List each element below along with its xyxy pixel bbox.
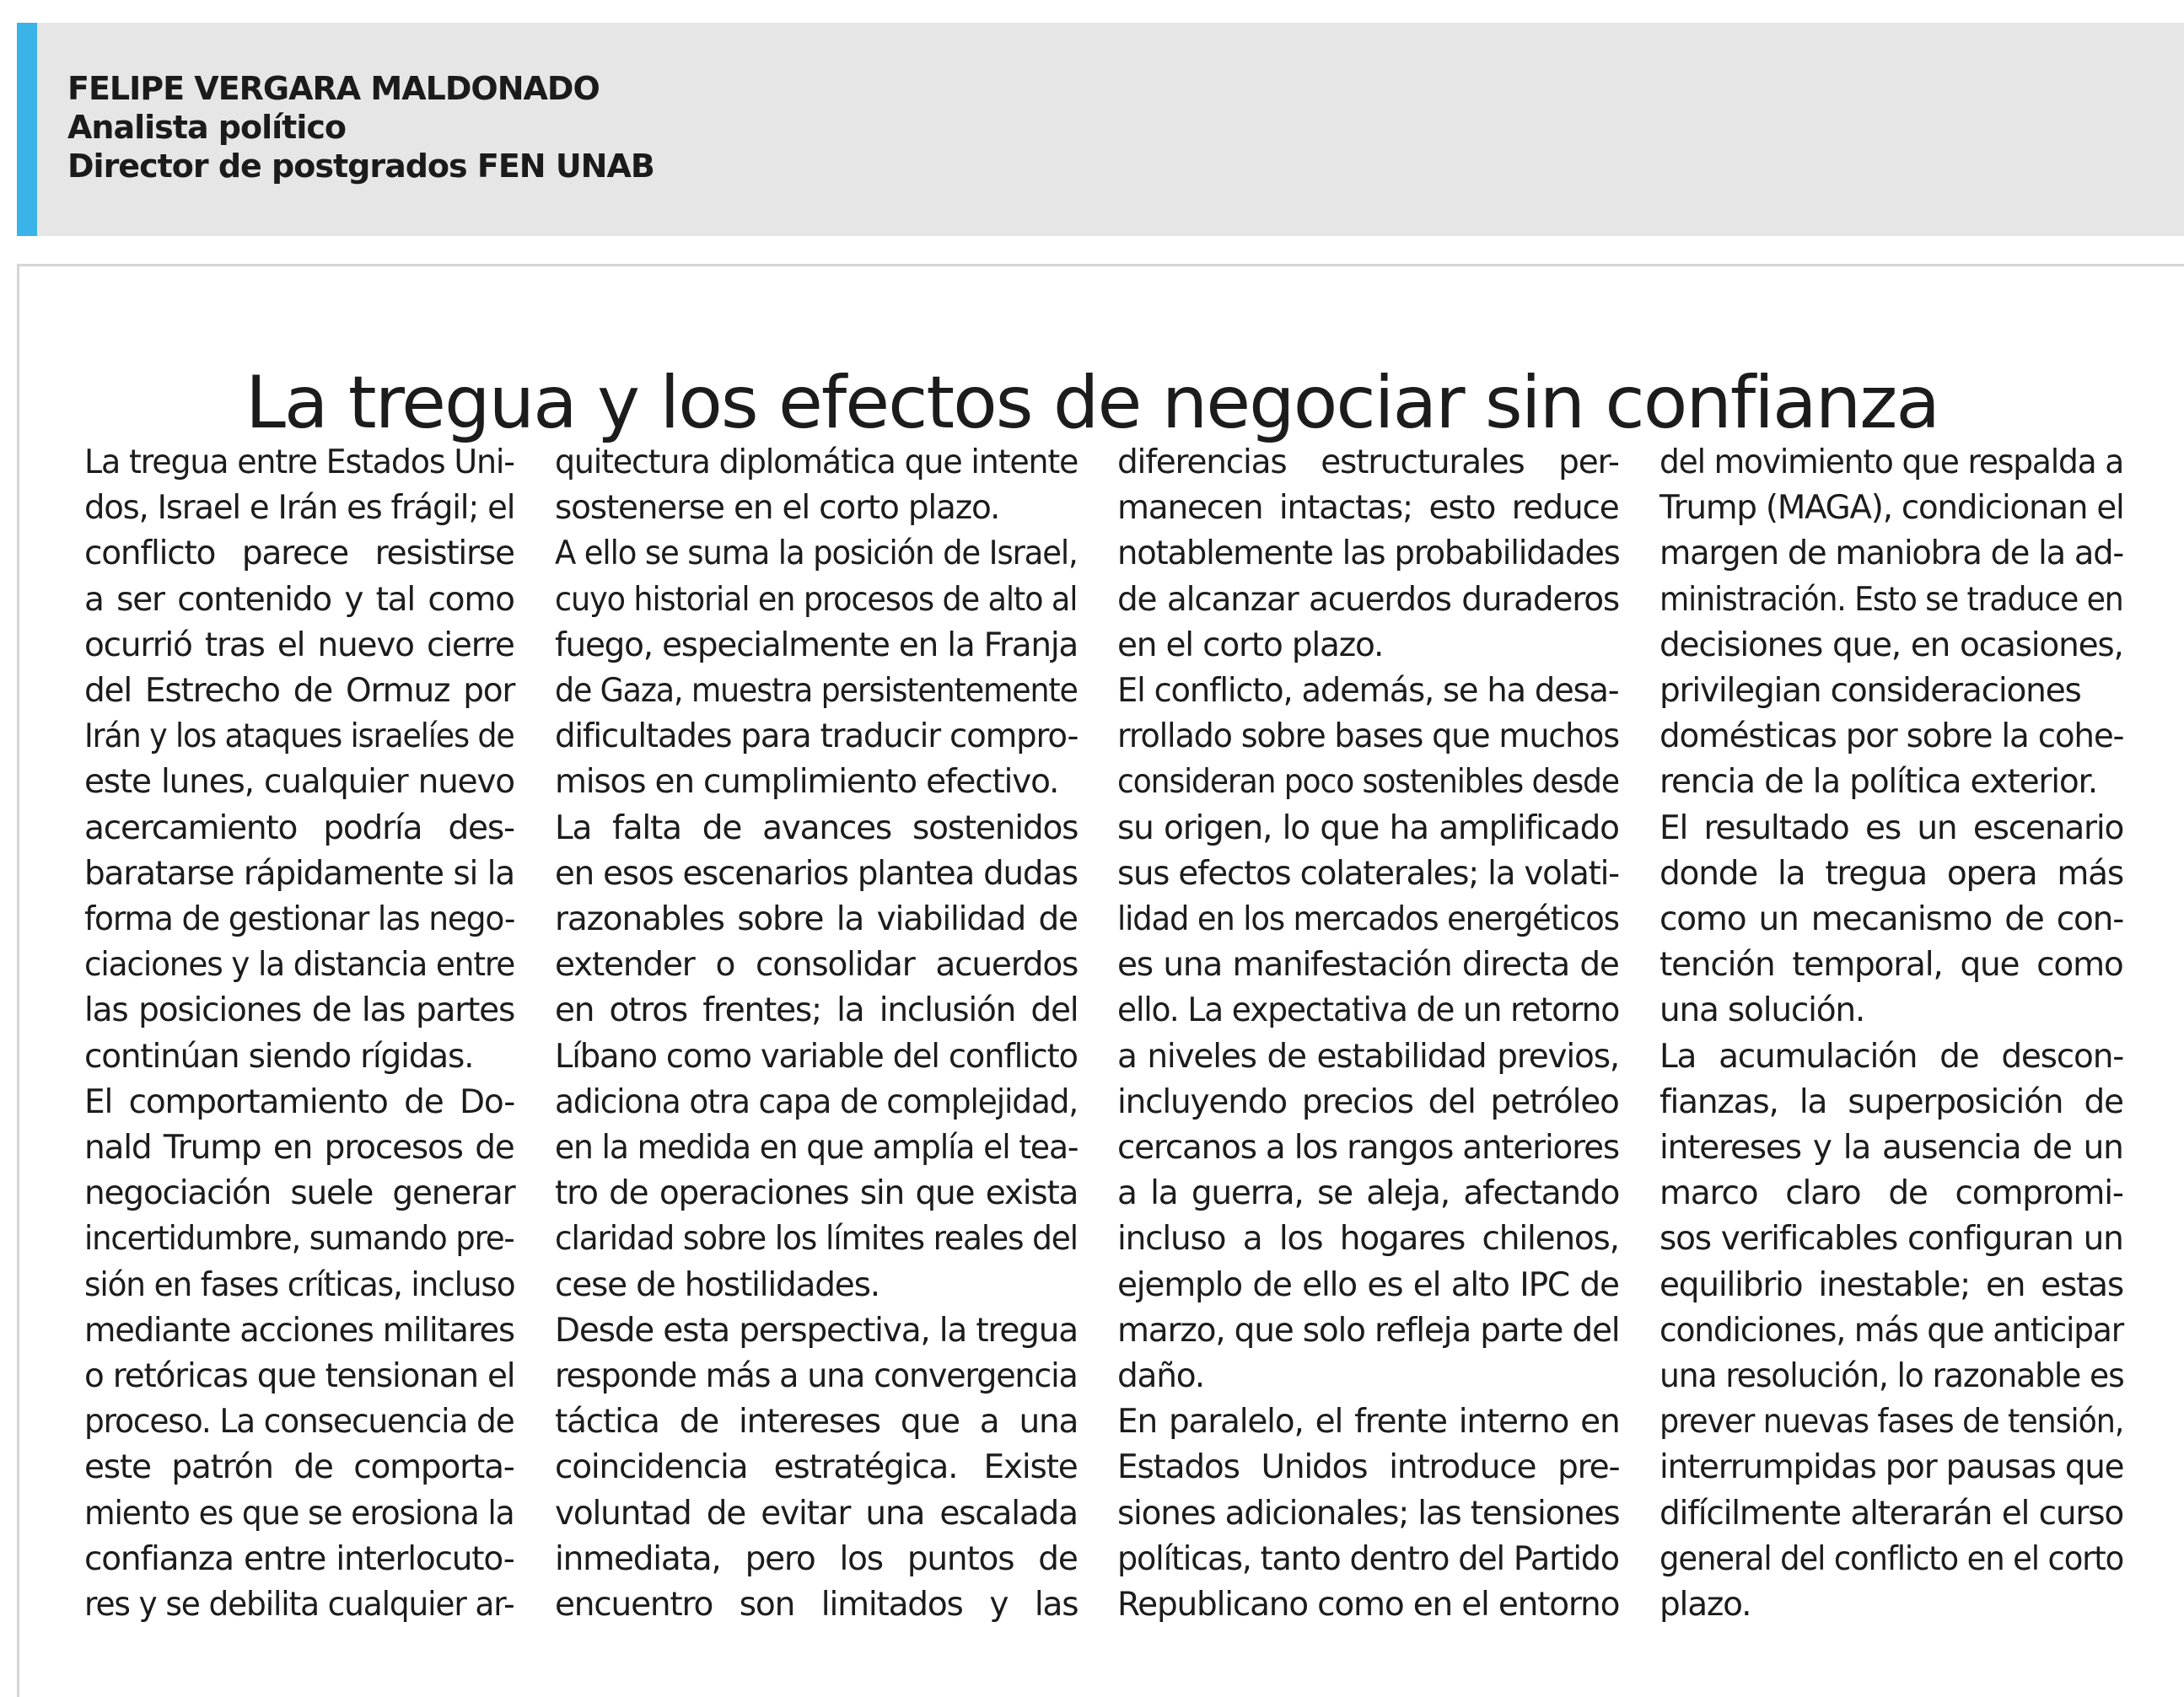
text-line: condiciones, más que anticipar [1660,1311,2124,1350]
text-line: Estados Unidos introduce pre- [1117,1448,1620,1487]
text-line: general del conflicto en el corto [1660,1539,2124,1578]
text-line: tención temporal, que como [1660,946,2123,985]
text-line: cercanos a los rangos anteriores [1117,1129,1619,1168]
text-line: forma de gestionar las nego- [84,900,515,939]
text-line: sión en fases críticas, incluso [84,1265,515,1304]
text-line: incluso a los hogares chilenos, [1117,1220,1619,1259]
article-column-4 [1660,440,2123,1628]
text-line: intereses y la ausencia de un [1660,1129,2123,1168]
text-line: en otros frentes; la inclusión del [555,991,1079,1030]
text-line: En paralelo, el frente interno en [1117,1403,1620,1442]
text-line: este patrón de comporta- [84,1448,514,1487]
text-line: rrollado sobre bases que muchos [1117,717,1619,756]
text-line: en el corto plazo. [1117,626,1384,664]
accent-bar [17,23,37,236]
text-line: tro de operaciones sin que exista [555,1174,1079,1213]
text-line: prever nuevas fases de tensión, [1660,1403,2124,1442]
text-line: notablemente las probabilidades [1117,534,1620,573]
author-name: FELIPE VERGARA MALDONADO [67,70,600,107]
text-line: coincidencia estratégica. Existe [555,1448,1078,1487]
text-line: este lunes, cualquier nuevo [84,763,514,802]
text-line: una resolución, lo razonable es [1660,1357,2124,1396]
text-line: a niveles de estabilidad previos, [1117,1037,1620,1076]
text-line: a la guerra, se aleja, afectando [1117,1174,1620,1213]
text-line: marzo, que solo refleja parte del [1117,1311,1620,1350]
text-line: cese de hostilidades. [555,1265,880,1304]
text-line: diferencias estructurales per- [1117,443,1619,481]
text-line: privilegian consideraciones [1660,672,2081,711]
text-line: su origen, lo que ha amplificado [1117,808,1619,847]
text-line: cuyo historial en procesos de alto al [555,580,1078,619]
text-line: ejemplo de ello es el alto IPC de [1117,1265,1619,1304]
text-line: plazo. [1660,1586,1751,1625]
text-line: El conflicto, además, se ha desa- [1117,672,1619,711]
text-line: proceso. La consecuencia de [84,1403,514,1442]
text-line: marco claro de compromi- [1660,1174,2123,1213]
text-line: políticas, tanto dentro del Partido [1117,1539,1619,1578]
text-line: siones adicionales; las tensiones [1117,1494,1620,1533]
text-line: nald Trump en procesos de [84,1129,514,1168]
text-line: Líbano como variable del conflicto [555,1037,1078,1076]
author-role: Analista político [67,109,346,146]
text-line: o retóricas que tensionan el [84,1357,515,1396]
text-line: conflicto parece resistirse [84,534,514,573]
text-line: dos, Israel e Irán es frágil; el [84,489,515,528]
text-line: fuego, especialmente en la Franja [555,626,1079,664]
text-line: miento es que se erosiona la [84,1494,514,1533]
text-line: misos en cumplimiento efectivo. [555,763,1059,802]
text-line: dificultades para traducir compro- [555,717,1079,756]
text-line: es una manifestación directa de [1117,946,1619,985]
text-line: ministración. Esto se traduce en [1660,580,2123,619]
text-line: La falta de avances sostenidos [555,808,1079,847]
text-line: La acumulación de descon- [1660,1037,2124,1076]
text-line: La tregua entre Estados Uni- [84,443,514,481]
article-column-3 [1117,440,1619,1628]
text-line: ciaciones y la distancia entre [84,946,515,985]
text-line: ello. La expectativa de un retorno [1117,991,1620,1030]
text-line: lidad en los mercados energéticos [1117,900,1619,939]
byline [67,69,654,185]
text-line: en la medida en que amplía el tea- [555,1129,1079,1168]
text-line: responde más a una convergencia [555,1357,1078,1396]
text-line: El resultado es un escenario [1660,808,2124,847]
text-line: como un mecanismo de con- [1660,900,2124,939]
text-line: baratarse rápidamente si la [84,854,514,893]
text-line: interrumpidas por pausas que [1660,1448,2124,1487]
text-line: sos verificables configuran un [1660,1220,2123,1259]
text-line: incertidumbre, sumando pre- [84,1220,514,1259]
text-line: donde la tregua opera más [1660,854,2123,893]
text-line: ocurrió tras el nuevo cierre [84,626,514,664]
text-line: negociación suele generar [84,1174,515,1213]
text-line: consideran poco sostenibles desde [1117,763,1619,802]
text-line: manecen intactas; esto reduce [1117,489,1619,528]
text-line: una solución. [1660,991,1865,1030]
article-column-2 [555,440,1078,1628]
text-line: domésticas por sobre la cohe- [1660,717,2124,756]
text-line: voluntad de evitar una escalada [555,1494,1078,1533]
article-column-1 [84,440,514,1628]
text-line: incluyendo precios del petróleo [1117,1082,1619,1121]
text-line: encuentro son limitados y las [555,1586,1079,1625]
text-line: extender o consolidar acuerdos [555,946,1079,985]
text-line: Desde esta perspectiva, la tregua [555,1311,1078,1350]
text-line: margen de maniobra de la ad- [1660,534,2123,573]
text-line: mediante acciones militares [84,1311,514,1350]
text-line: a ser contenido y tal como [84,580,514,619]
text-line: Republicano como en el entorno [1117,1586,1620,1625]
text-line: de alcanzar acuerdos duraderos [1117,580,1619,619]
text-line: razonables sobre la viabilidad de [555,900,1078,939]
text-line: Irán y los ataques israelíes de [84,717,514,756]
text-line: claridad sobre los límites reales del [555,1220,1078,1259]
text-line: sus efectos colaterales; la volati- [1117,854,1619,893]
text-line: equilibrio inestable; en estas [1660,1265,2123,1304]
text-line: las posiciones de las partes [84,991,515,1030]
text-line: Trump (MAGA), condicionan el [1660,489,2124,528]
text-line: táctica de intereses que a una [555,1403,1079,1442]
text-line: El comportamiento de Do- [84,1082,515,1121]
text-line: acercamiento podría des- [84,808,514,847]
text-line: res y se debilita cualquier ar- [84,1586,514,1625]
text-line: daño. [1117,1357,1204,1396]
text-line: en esos escenarios plantea dudas [555,854,1078,893]
text-line: decisiones que, en ocasiones, [1660,626,2123,664]
text-line: del Estrecho de Ormuz por [84,672,515,711]
headline: La tregua y los efectos de negociar sin confianza [245,360,1939,445]
text-line: difícilmente alterarán el curso [1660,1494,2124,1533]
text-line: del movimiento que respalda a [1660,443,2124,481]
text-line: quitectura diplomática que intente [555,443,1079,481]
text-line: sostenerse en el corto plazo. [555,489,1000,528]
text-line: de Gaza, muestra persistentemente [555,672,1078,711]
author-position: Director de postgrados FEN UNAB [67,148,654,185]
text-line: fianzas, la superposición de [1660,1082,2123,1121]
text-line: rencia de la política exterior. [1660,763,2097,802]
text-line: inmediata, pero los puntos de [555,1539,1078,1578]
text-line: A ello se suma la posición de Israel, [555,534,1078,573]
text-line: continúan siendo rígidas. [84,1037,474,1076]
text-line: adiciona otra capa de complejidad, [555,1082,1079,1121]
text-line: confianza entre interlocuto- [84,1539,514,1578]
